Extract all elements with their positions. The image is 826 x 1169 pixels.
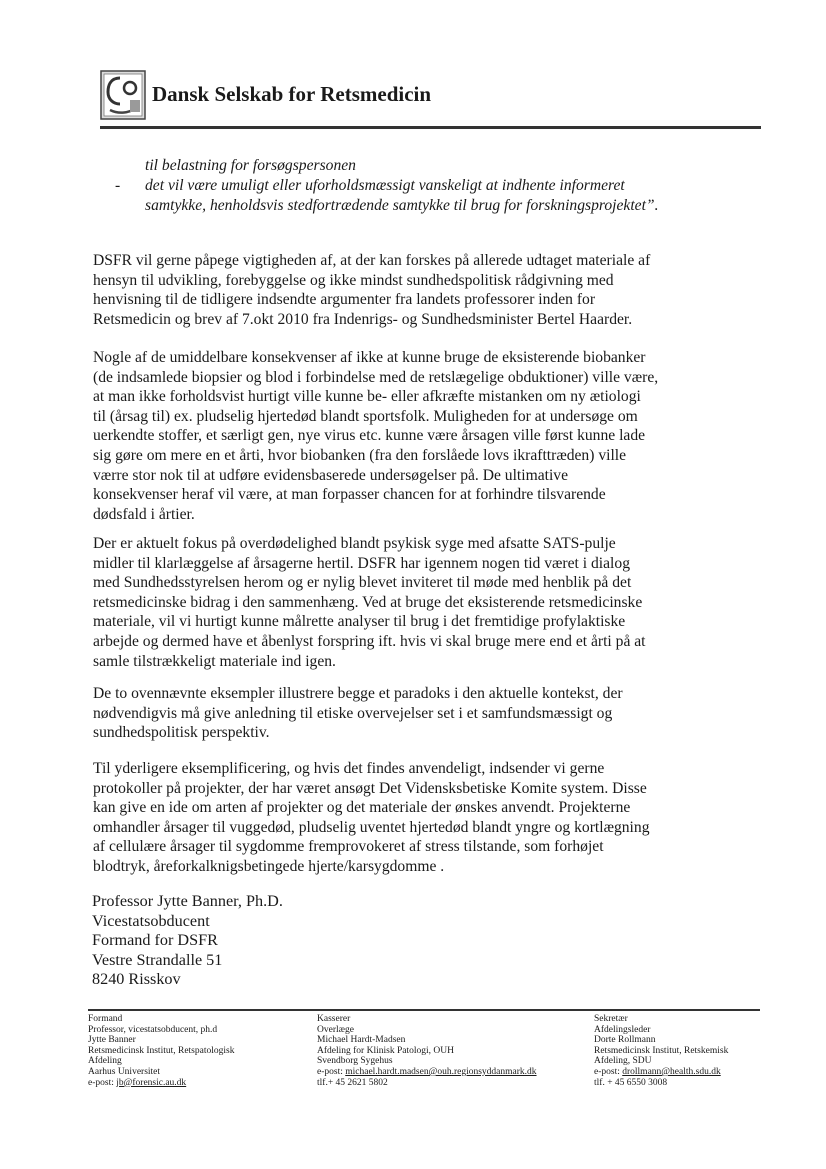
footer-line: Afdeling for Klinisk Patologi, OUH <box>317 1045 454 1056</box>
paragraph-consequences <box>93 348 763 524</box>
quote-bullet: - <box>115 177 121 194</box>
footer-role: Kasserer <box>317 1014 351 1024</box>
footer-email-row <box>88 1078 234 1089</box>
quote-text: til belastning for forsøgspersonen <box>145 157 356 174</box>
footer-line: Afdelingsleder <box>594 1024 651 1035</box>
text-line: af cellulære årsager til sygdomme fremprovokeret af stress tilstande, som forhøjet <box>93 838 604 856</box>
footer-email-label: e-post: <box>594 1066 623 1077</box>
letterhead <box>100 70 760 128</box>
footer-email-link[interactable]: michael.hardt.madsen@ouh.regionsyddanmark.dk <box>345 1066 537 1077</box>
text-line: sig gøre om mere en et årti, hvor biobanken (fra den forslåede lovs ikrafttræden) ville <box>93 446 627 464</box>
text-line: (de indsamlede biopsier og blod i forbindelse med de retslægelige obduktioner) ville være, <box>93 368 659 386</box>
text-line: retsmedicinske bidrag i den sammenhæng. Ved at bruge det eksisterende retsmedicinske <box>93 593 643 611</box>
paragraph-paradox <box>93 684 763 743</box>
text-line: sundhedspolitisk perspektiv. <box>93 724 270 742</box>
text-line: hensyn til udvikling, forebyggelse og ikke mindst sundhedspolitisk rådgivning med <box>93 271 614 289</box>
text-line: med Sundhedsstyrelsen herom og er nylig blevet inviteret til møde med henblik på det <box>93 574 632 592</box>
text-line: konsekvenser heraf vil være, at man forpasser chancen for at forhindre tilsvarende <box>93 486 606 504</box>
footer-line: Retsmedicinsk Institut, Retskemisk <box>594 1045 729 1056</box>
header-divider <box>100 126 761 129</box>
organization-name: Dansk Selskab for Retsmedicin <box>152 82 432 106</box>
footer-role: Formand <box>88 1014 123 1024</box>
text-line: uerkendte stoffer, et særligt gen, nye virus etc. kunne være årsagen ville først kunne lade <box>93 427 646 445</box>
footer-line: Dorte Rollmann <box>594 1035 656 1046</box>
footer-phone: tlf.+ 45 2621 5802 <box>317 1077 388 1088</box>
footer-email-label: e-post: <box>317 1066 346 1077</box>
footer-line: Professor, vicestatsobducent, ph.d <box>88 1024 218 1035</box>
footer-secretary <box>594 1014 728 1088</box>
text-line: arbejde og dermed have et åbenlyst forspring ift. hvis vi skal bruge mere end et årti på at <box>93 632 646 650</box>
footer-line: Overlæge <box>317 1024 354 1035</box>
text-line: Der er aktuelt fokus på overdødelighed blandt psykisk syge med afsatte SATS-pulje <box>93 535 616 552</box>
footer-line: Afdeling <box>88 1056 122 1067</box>
text-line: nødvendigvis må give anledning til etiske overvejelser set i et samfundsmæssigt og <box>93 704 613 722</box>
quote-line <box>115 176 765 196</box>
text-line: De to ovennævnte eksempler illustrere begge et paradoks i den aktuelle kontekst, der <box>93 685 623 702</box>
dsfr-logo-icon <box>100 70 146 120</box>
footer-line: Michael Hardt-Madsen <box>317 1035 406 1046</box>
text-line: Retsmedicin og brev af 7.okt 2010 fra Indenrigs- og Sundhedsminister Bertel Haarder. <box>93 310 633 328</box>
signature-name: Professor Jytte Banner, Ph.D. <box>92 892 283 910</box>
paragraph-overmortality <box>93 534 763 671</box>
footer-line: Aarhus Universitet <box>88 1066 161 1077</box>
footer-treasurer <box>317 1014 537 1088</box>
text-line: omhandler årsager til vuggedød, pludselig uventet hjertedød blandt yngre og kortlægning <box>93 818 650 836</box>
signature-line: Formand for DSFR <box>92 931 218 950</box>
quoted-criteria <box>115 156 765 216</box>
signature-line: Vicestatsobducent <box>92 911 210 930</box>
footer-line: Retsmedicinsk Institut, Retspatologisk <box>88 1045 235 1056</box>
text-line: henvisning til de tidligere indsendte argumenter fra landets professorer inden for <box>93 291 596 309</box>
signature-block <box>92 892 283 990</box>
footer-email-link[interactable]: jb@forensic.au.dk <box>116 1077 187 1088</box>
text-line: midler til klarlæggelse af årsagerne hertil. DSFR har igennem nogen tid været i dialog <box>93 554 630 572</box>
text-line: dødsfald i årtier. <box>93 505 195 523</box>
footer-phone: tlf. + 45 6550 3008 <box>594 1077 668 1088</box>
footer-email-label: e-post: <box>88 1077 117 1088</box>
text-line: protokoller på projekter, der har været ansøgt Det Vidensksbetiske Komite system. Disse <box>93 779 647 797</box>
text-line: Nogle af de umiddelbare konsekvenser af ikke at kunne bruge de eksisterende biobanker <box>93 349 646 366</box>
quote-line <box>115 156 765 176</box>
quote-text: det vil være umuligt eller uforholdsmæssigt vanskeligt at indhente informeret <box>145 177 625 194</box>
text-line: til (årsag til) ex. pludselig hjertedød blandt sportsfolk. Muligheden for at undersøge om <box>93 407 638 425</box>
text-line: samle tilstrækkeligt materiale ind igen. <box>93 652 336 670</box>
text-line: blodtryk, åreforkalknigsbetingede hjerte/karsygdomme . <box>93 857 445 875</box>
footer-email-row <box>317 1067 537 1078</box>
footer-role: Sekretær <box>594 1014 628 1024</box>
footer-email-link[interactable]: drollmann@health.sdu.dk <box>622 1066 721 1077</box>
text-line: kan give en ide om arten af projekter og det materiale der ønskes anvendt. Projekterne <box>93 799 631 817</box>
footer-chairman <box>88 1014 234 1088</box>
quote-line <box>115 196 765 216</box>
footer-email-row <box>594 1067 728 1078</box>
signature-line: Vestre Strandalle 51 <box>92 950 223 969</box>
footer-line: Afdeling, SDU <box>594 1056 652 1067</box>
footer-divider <box>88 1009 760 1011</box>
text-line: værre stor nok til at udføre evidensbaserede undersøgelser på. De ultimative <box>93 466 569 484</box>
quote-text: samtykke, henholdsvis stedfortrædende samtykke til brug for forskningsprojektet”. <box>145 197 659 214</box>
footer-line: Jytte Banner <box>88 1035 136 1046</box>
text-line: Til yderligere eksemplificering, og hvis det findes anvendeligt, indsender vi gerne <box>93 760 605 777</box>
text-line: at man ikke forholdsvist hurtigt ville kunne be- eller afkræfte mistanken om ny ætiologi <box>93 388 641 406</box>
paragraph-research-importance <box>93 251 763 329</box>
signature-line: 8240 Risskov <box>92 970 181 989</box>
footer-line: Svendborg Sygehus <box>317 1056 393 1067</box>
text-line: DSFR vil gerne påpege vigtigheden af, at der kan forskes på allerede udtaget materiale af <box>93 252 651 269</box>
paragraph-protocols <box>93 759 763 877</box>
text-line: materiale, vil vi hurtigt kunne målrette analyser til brug i det fremtidige profylaktiske <box>93 613 626 631</box>
